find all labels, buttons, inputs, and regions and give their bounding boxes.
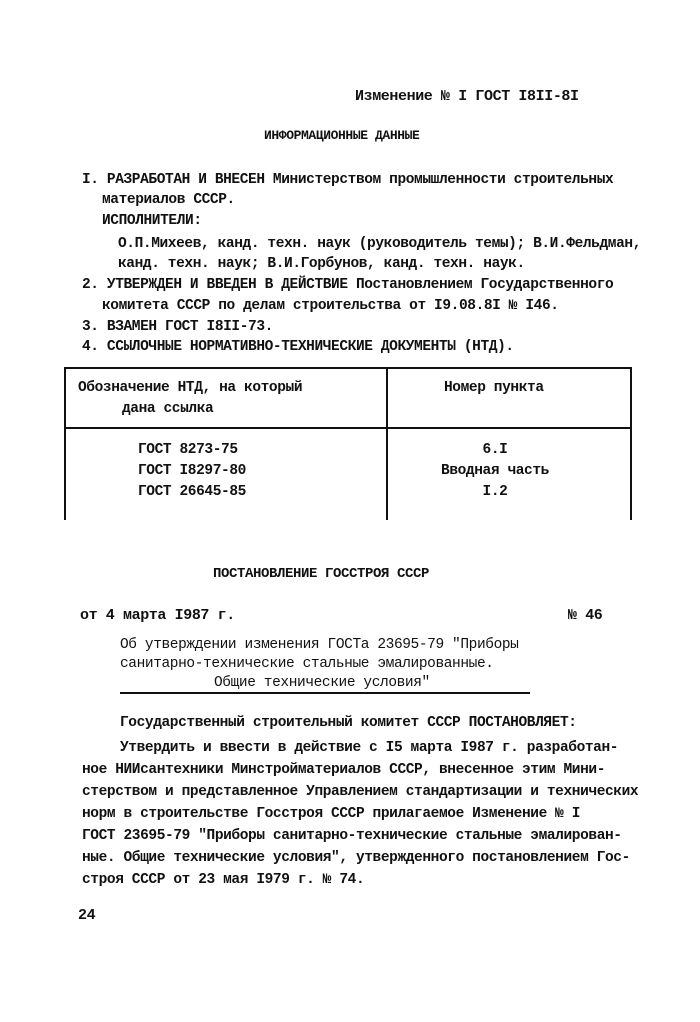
decree-subject-line-2: санитарно-технические стальные эмалированные. — [120, 656, 494, 672]
table-header-clause: Номер пункта — [444, 380, 544, 396]
performers-line-2: канд. техн. наук; В.И.Горбунов, канд. техн. наук. — [118, 256, 525, 272]
info-item-2-line-1: 2. УТВЕРЖДЕН И ВВЕДЕН В ДЕЙСТВИЕ Постановлением Государственного — [82, 277, 614, 293]
decree-body-line: строя СССР от 23 мая I979 г. № 74. — [82, 872, 365, 888]
decree-body-line: ГОСТ 23695-79 "Приборы санитарно-технические стальные эмалирован- — [82, 828, 622, 844]
page-number: 24 — [78, 907, 96, 924]
table-cell-clause: Вводная часть — [441, 463, 549, 479]
decree-body-line: Утвердить и ввести в действие с I5 марта I987 г. разработан- — [120, 740, 619, 756]
change-reference: Изменение № I ГОСТ I8II-8I — [355, 88, 579, 105]
performers-label: ИСПОЛНИТЕЛИ: — [102, 213, 202, 229]
info-heading: ИНФОРМАЦИОННЫЕ ДАННЫЕ — [264, 128, 420, 143]
table-cell-doc: ГОСТ 8273-75 — [138, 442, 238, 458]
subject-underline — [120, 692, 530, 694]
info-item-1-line-1: I. РАЗРАБОТАН И ВНЕСЕН Министерством промышленности строительных — [82, 172, 614, 188]
info-item-1-line-2: материалов СССР. — [102, 192, 235, 208]
decree-body-line: ные. Общие технические условия", утвержденного постановлением Гос- — [82, 850, 630, 866]
decree-title: ПОСТАНОВЛЕНИЕ ГОССТРОЯ СССР — [213, 566, 430, 582]
decree-body-line: Государственный строительный комитет СССР ПОСТАНОВЛЯЕТ: — [120, 715, 577, 731]
info-item-3: 3. ВЗАМЕН ГОСТ I8II-73. — [82, 319, 273, 335]
table-header-doc-line-1: Обозначение НТД, на который — [78, 380, 303, 396]
table-top-border — [64, 367, 632, 369]
table-cell-doc: ГОСТ 26645-85 — [138, 484, 246, 500]
decree-body-line: норм в строительстве Госстроя СССР прилагаемое Изменение № I — [82, 806, 581, 822]
decree-number: № 46 — [568, 607, 603, 624]
decree-subject-line-1: Об утверждении изменения ГОСТа 23695-79 "Приборы — [120, 637, 519, 653]
table-cell-doc: ГОСТ I8297-80 — [138, 463, 246, 479]
performers-line-1: О.П.Михеев, канд. техн. наук (руководитель темы); В.И.Фельдман, — [118, 236, 641, 252]
table-column-divider — [386, 367, 388, 520]
table-right-border — [630, 367, 632, 520]
table-cell-clause: 6.I — [482, 442, 508, 458]
decree-date: от 4 марта I987 г. — [80, 607, 235, 624]
table-header-divider — [64, 427, 632, 429]
table-left-border — [64, 367, 66, 520]
decree-body-line: ное НИИсантехники Минстройматериалов СССР, внесенное этим Мини- — [82, 762, 605, 778]
table-header-doc-line-2: дана ссылка — [122, 401, 214, 417]
decree-body-line: стерством и представленное Управлением стандартизации и технических — [82, 784, 639, 800]
info-item-2-line-2: комитета СССР по делам строительства от I9.08.8I № I46. — [102, 298, 559, 314]
table-cell-clause: I.2 — [482, 484, 508, 500]
info-item-4: 4. ССЫЛОЧНЫЕ НОРМАТИВНО-ТЕХНИЧЕСКИЕ ДОКУМЕНТЫ (НТД). — [82, 339, 514, 355]
decree-subject-line-3: Общие технические условия" — [214, 675, 430, 691]
